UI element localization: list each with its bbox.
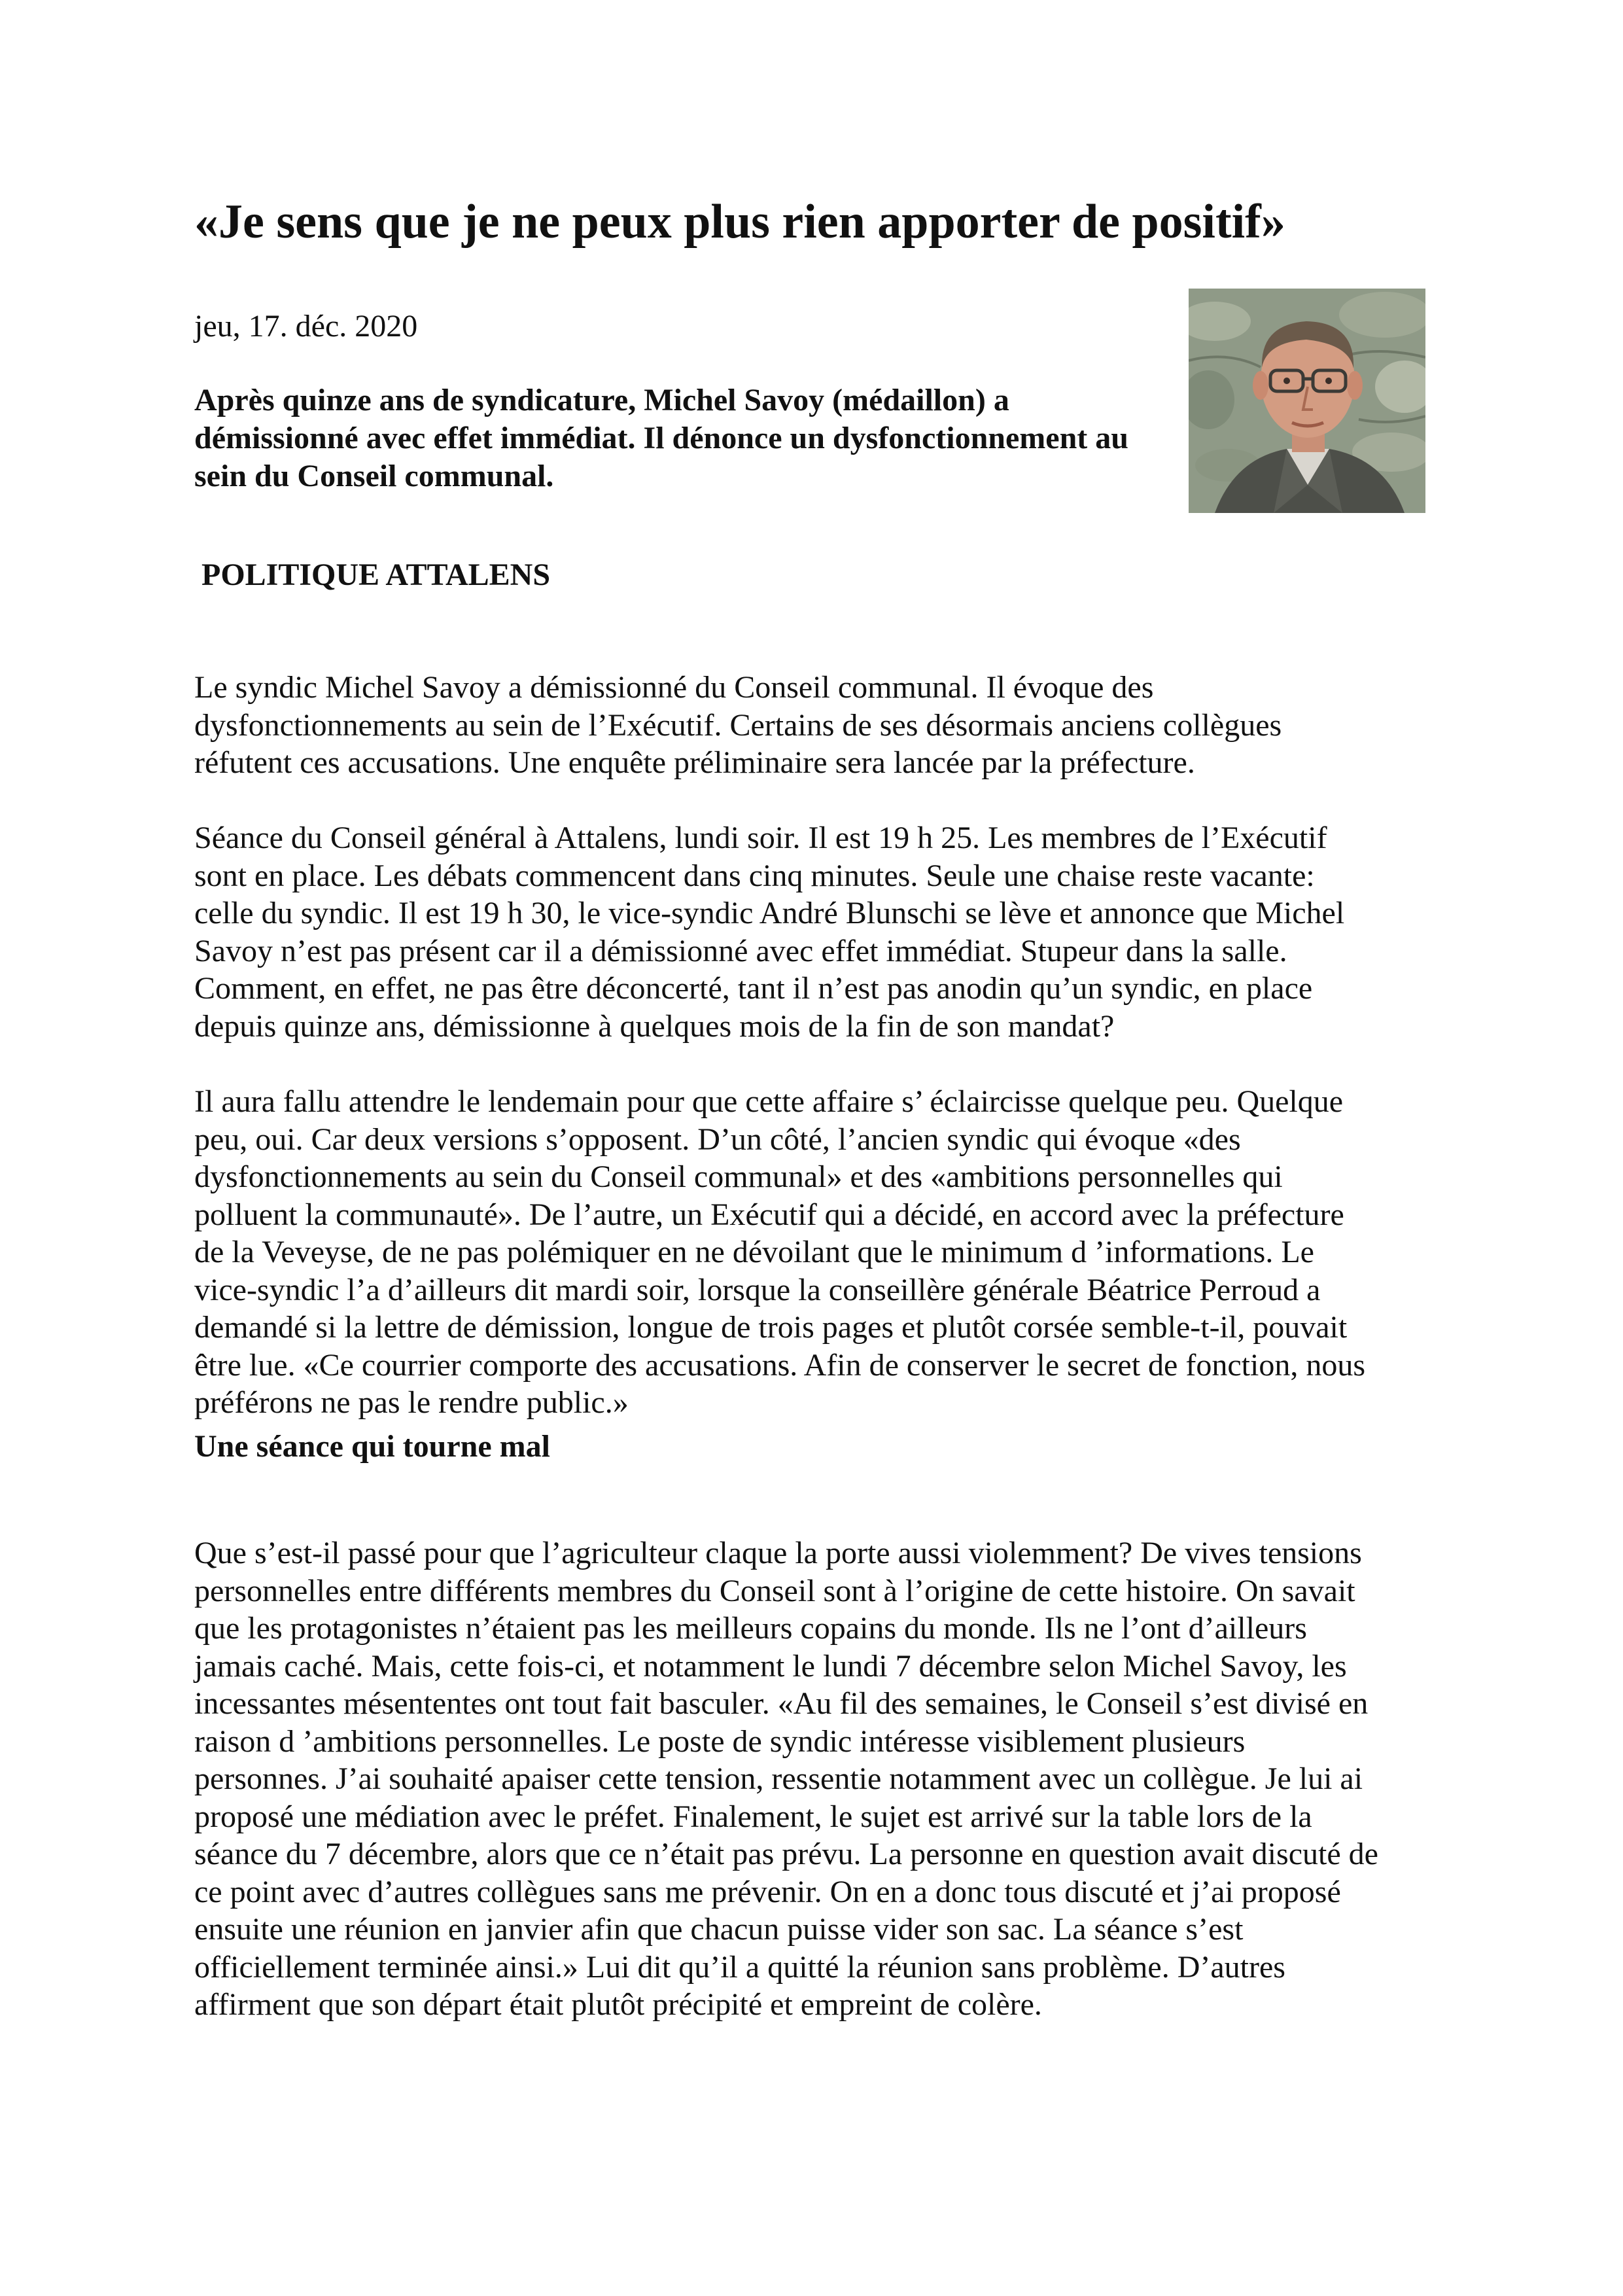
paragraph-line: de la Veveyse, de ne pas polémiquer en ne dévoilant que le minimum d ’informations. Le bbox=[194, 1235, 1314, 1269]
section-subheading: Une séance qui tourne mal bbox=[194, 1429, 550, 1464]
section-rubric: POLITIQUE ATTALENS bbox=[201, 557, 551, 592]
paragraph-line: Comment, en effet, ne pas être déconcerté, tant il n’est pas anodin qu’un syndic, en place bbox=[194, 971, 1313, 1006]
paragraph-session bbox=[194, 819, 1440, 1045]
paragraph-line: dysfonctionnements au sein de l’Exécutif. Certains de ses désormais anciens collègues bbox=[194, 707, 1282, 743]
paragraph-line: sont en place. Les débats commencent dans cinq minutes. Seule une chaise reste vacante: bbox=[194, 858, 1315, 893]
paragraph-line: raison d ’ambitions personnelles. Le poste de syndic intéresse visiblement plusieurs bbox=[194, 1723, 1246, 1759]
paragraph-versions bbox=[194, 1083, 1440, 1422]
paragraph-line: préférons ne pas le rendre public.» bbox=[194, 1385, 629, 1420]
paragraph-line: vice-syndic l’a d’ailleurs dit mardi soir, lorsque la conseillère générale Béatrice Perroud a bbox=[194, 1272, 1321, 1307]
paragraph-line: dysfonctionnements au sein du Conseil communal» et des «ambitions personnelles qui bbox=[194, 1159, 1283, 1194]
paragraph-line: celle du syndic. Il est 19 h 30, le vice-syndic André Blunschi se lève et annonce que Michel bbox=[194, 896, 1345, 930]
paragraph-intro bbox=[194, 669, 1440, 782]
article-title: «Je sens que je ne peux plus rien apporter de positif» bbox=[194, 195, 1285, 249]
paragraph-line: Séance du Conseil général à Attalens, lundi soir. Il est 19 h 25. Les membres de l’Exécutif bbox=[194, 821, 1327, 855]
portrait-photo bbox=[1189, 289, 1425, 513]
paragraph-line: Savoy n’est pas présent car il a démissionné avec effet immédiat. Stupeur dans la salle. bbox=[194, 933, 1287, 968]
paragraph-line: proposé une médiation avec le préfet. Finalement, le sujet est arrivé sur la table lors de la bbox=[194, 1799, 1312, 1834]
portrait-illustration bbox=[1189, 289, 1425, 513]
paragraph-line: ensuite une réunion en janvier afin que chacun puisse vider son sac. La séance s’est bbox=[194, 1912, 1244, 1947]
paragraph-line: Le syndic Michel Savoy a démissionné du Conseil communal. Il évoque des bbox=[194, 670, 1154, 705]
paragraph-line: ce point avec d’autres collègues sans me prévenir. On en a donc tous discuté et j’ai proposé bbox=[194, 1874, 1341, 1909]
paragraph-line: réfutent ces accusations. Une enquête préliminaire sera lancée par la préfecture. bbox=[194, 745, 1195, 780]
paragraph-line: depuis quinze ans, démissionne à quelques mois de la fin de son mandat? bbox=[194, 1008, 1115, 1044]
paragraph-line: être lue. «Ce courrier comporte des accusations. Afin de conserver le secret de fonction, nous bbox=[194, 1347, 1365, 1383]
article-date: jeu, 17. déc. 2020 bbox=[194, 309, 418, 344]
paragraph-line: peu, oui. Car deux versions s’opposent. D’un côté, l’ancien syndic qui évoque «des bbox=[194, 1122, 1241, 1157]
paragraph-line: personnes. J’ai souhaité apaiser cette tension, ressentie notamment avec un collègue. Je lui ai bbox=[194, 1761, 1363, 1796]
paragraph-line: personnelles entre différents membres du Conseil sont à l’origine de cette histoire. On savait bbox=[194, 1573, 1355, 1608]
paragraph-line: Que s’est-il passé pour que l’agriculteur claque la porte aussi violemment? De vives tensions bbox=[194, 1536, 1362, 1570]
paragraph-tensions bbox=[194, 1534, 1440, 2024]
paragraph-line: demandé si la lettre de démission, longue de trois pages et plutôt corsée semble-t-il, pouvait bbox=[194, 1310, 1348, 1345]
paragraph-line: affirment que son départ était plutôt précipité et empreint de colère. bbox=[194, 1987, 1042, 2022]
article-lead: Après quinze ans de syndicature, Michel Savoy (médaillon) a démissionné avec effet immédiat. Il dénonce un dysfonctionnement au sein du Conseil communal. bbox=[194, 383, 1128, 493]
paragraph-line: officiellement terminée ainsi.» Lui dit qu’il a quitté la réunion sans problème. D’autres bbox=[194, 1949, 1285, 1985]
paragraph-line: jamais caché. Mais, cette fois-ci, et notamment le lundi 7 décembre selon Michel Savoy, les bbox=[194, 1648, 1347, 1684]
paragraph-line: polluent la communauté». De l’autre, un Exécutif qui a décidé, en accord avec la préfecture bbox=[194, 1197, 1344, 1232]
paragraph-line: Il aura fallu attendre le lendemain pour que cette affaire s’ éclaircisse quelque peu. Quelque bbox=[194, 1084, 1344, 1119]
paragraph-line: que les protagonistes n’étaient pas les meilleurs copains du monde. Ils ne l’ont d’ailleurs bbox=[194, 1611, 1307, 1646]
paragraph-line: incessantes mésententes ont tout fait basculer. «Au fil des semaines, le Conseil s’est divisé en bbox=[194, 1686, 1369, 1721]
paragraph-line: séance du 7 décembre, alors que ce n’était pas prévu. La personne en question avait discuté de bbox=[194, 1837, 1378, 1871]
